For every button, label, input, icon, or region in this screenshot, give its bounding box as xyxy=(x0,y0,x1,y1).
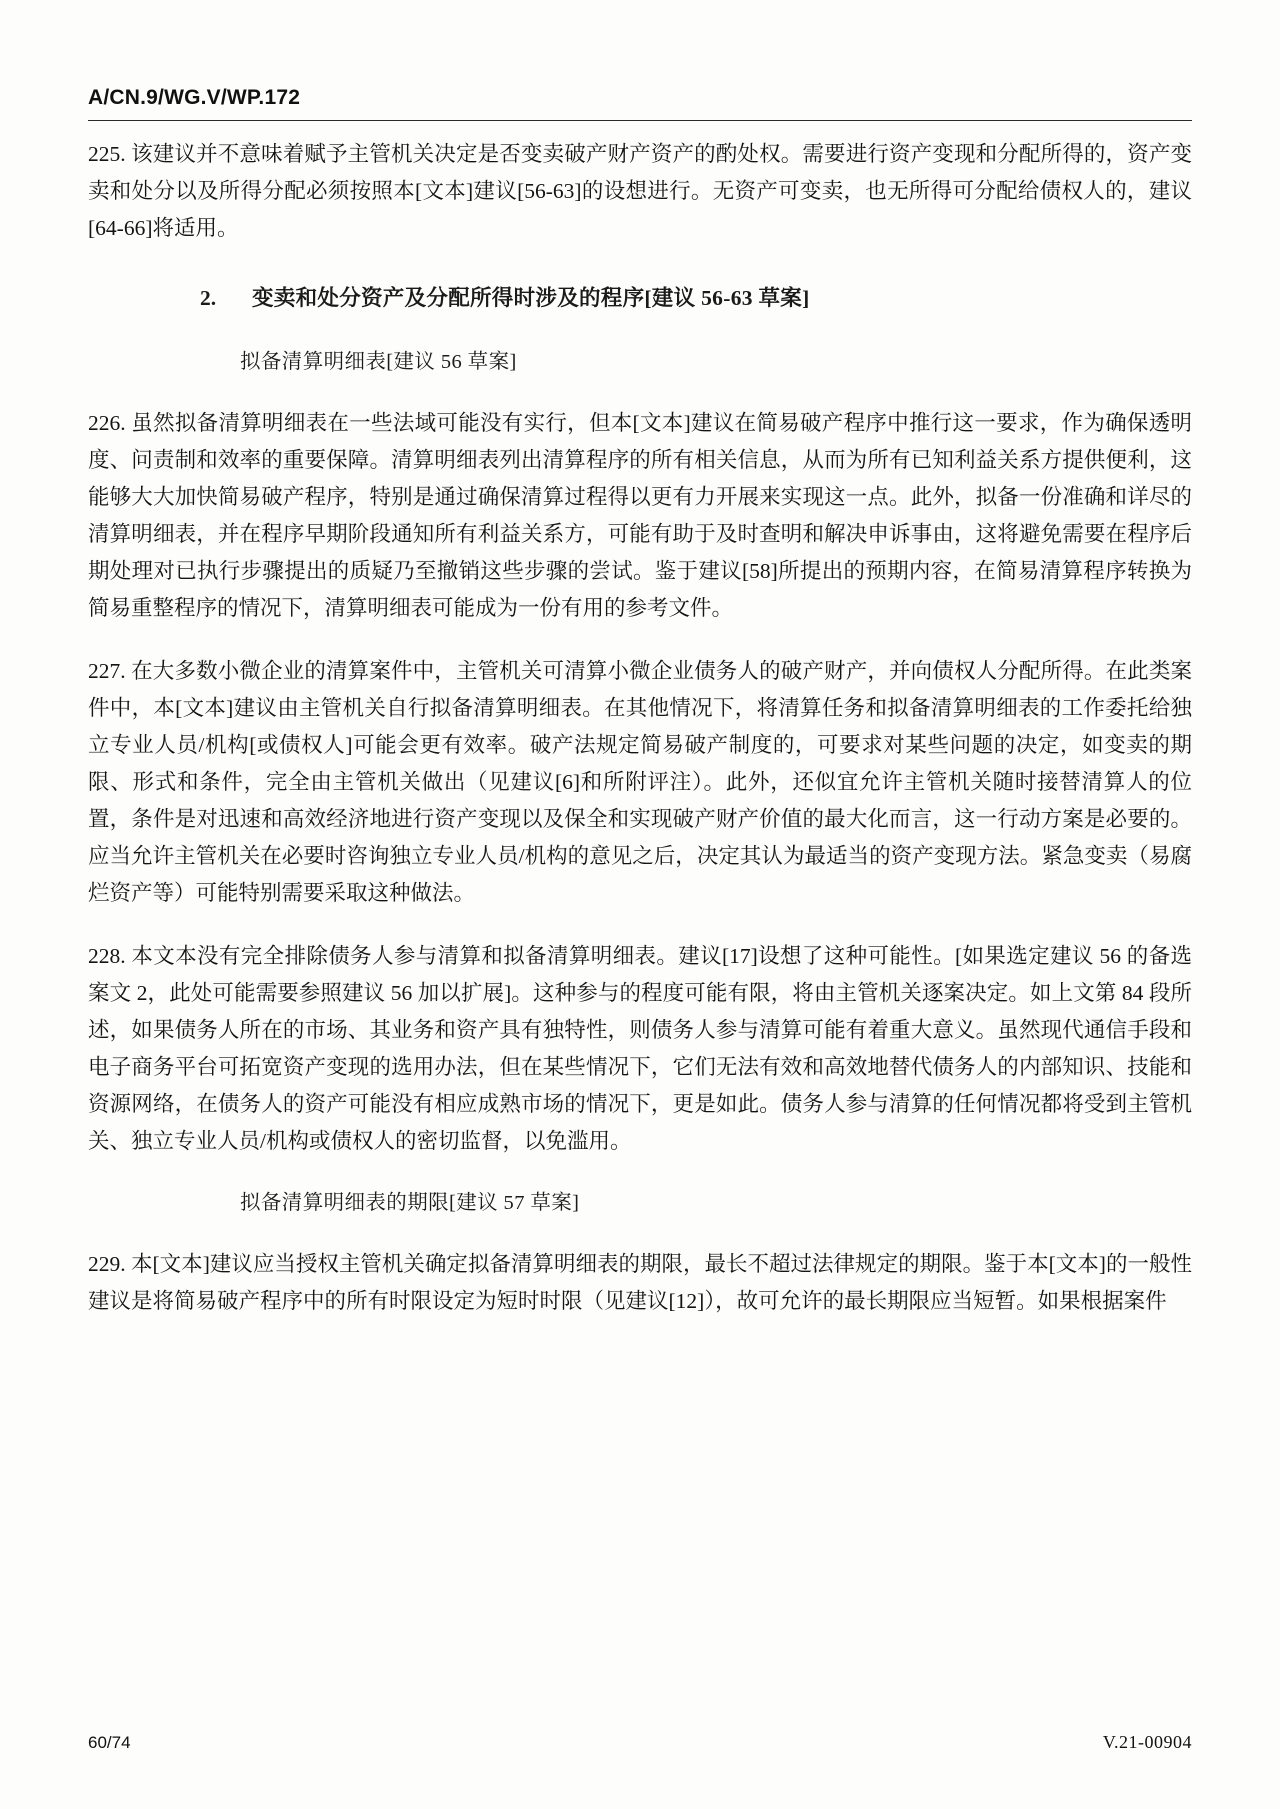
paragraph-225: 225. 该建议并不意味着赋予主管机关决定是否变卖破产财产资产的酌处权。需要进行资产变现和分配所得的，资产变卖和处分以及所得分配必须按照本[文本]建议[56-63]的设想进行。无资产可变卖，也无所得可分配给债权人的，建议[64-66]将适用。 xyxy=(88,142,1192,240)
paragraph-227: 227. 在大多数小微企业的清算案件中，主管机关可清算小微企业债务人的破产财产，并向债权人分配所得。在此类案件中，本[文本]建议由主管机关自行拟备清算明细表。在其他情况下，将清算任务和拟备清算明细表的工作委托给独立专业人员/机构[或债权人]可能会更有效率。破产法规定简易破产制度的，可要求对某些问题的决定，如变卖的期限、形式和条件，完全由主管机关做出（见建议[6]和所附评注）。此外，还似宜允许主管机关随时接替清算人的位置，条件是对迅速和高效经济地进行资产变现以及保全和实现破产财产价值的最大化而言，这一行动方案是必要的。应当允许主管机关在必要时咨询独立专业人员/机构的意见之后，决定其认为最适当的资产变现方法。紧急变卖（易腐烂资产等）可能特别需要采取这种做法。 xyxy=(88,659,1192,905)
paragraph-229: 229. 本[文本]建议应当授权主管机关确定拟备清算明细表的期限，最长不超过法律规定的期限。鉴于本[文本]的一般性建议是将简易破产程序中的所有时限设定为短时时限（见建议[12]），故可允许的最长期限应当短暂。如果根据案件 xyxy=(88,1252,1192,1313)
page-number: 60/74 xyxy=(88,1733,131,1752)
section-heading-2 xyxy=(88,281,1192,315)
paragraph-228: 228. 本文本没有完全排除债务人参与清算和拟备清算明细表。建议[17]设想了这种可能性。[如果选定建议 56 的备选案文 2，此处可能需要参照建议 56 加以扩展]。这种参与的程度可能有限，将由主管机关逐案决定。如上文第 84 段所述，如果债务人所在的市场、其业务和资产具有独特性，则债务人参与清算可能有着重大意义。虽然现代通信手段和电子商务平台可拓宽资产变现的选用办法，但在某些情况下，它们无法有效和高效地替代债务人的内部知识、技能和资源网络，在债务人的资产可能没有相应成熟市场的情况下，更是如此。债务人参与清算的任何情况都将受到主管机关、独立专业人员/机构或债权人的密切监督，以免滥用。 xyxy=(88,944,1192,1153)
subheading-recommendation-57: 拟备清算明细表的期限[建议 57 草案] xyxy=(240,1192,580,1214)
page-content xyxy=(88,136,1192,1346)
section-title: 变卖和处分资产及分配所得时涉及的程序[建议 56-63 草案] xyxy=(252,286,810,310)
document-symbol: A/CN.9/WG.V/WP.172 xyxy=(88,86,301,109)
page-header xyxy=(88,86,1192,121)
page-footer xyxy=(88,1732,1192,1753)
subheading-recommendation-56: 拟备清算明细表[建议 56 草案] xyxy=(240,351,517,373)
document-number: V.21-00904 xyxy=(1102,1732,1192,1752)
section-number: 2. xyxy=(200,286,217,310)
paragraph-226: 226. 虽然拟备清算明细表在一些法域可能没有实行，但本[文本]建议在简易破产程序中推行这一要求，作为确保透明度、问责制和效率的重要保障。清算明细表列出清算程序的所有相关信息，从而为所有已知利益关系方提供便利，这能够大大加快简易破产程序，特别是通过确保清算过程得以更有力开展来实现这一点。此外，拟备一份准确和详尽的清算明细表，并在程序早期阶段通知所有利益关系方，可能有助于及时查明和解决申诉事由，这将避免需要在程序后期处理对已执行步骤提出的质疑乃至撤销这些步骤的尝试。鉴于建议[58]所提出的预期内容，在简易清算程序转换为简易重整程序的情况下，清算明细表可能成为一份有用的参考文件。 xyxy=(88,411,1192,620)
